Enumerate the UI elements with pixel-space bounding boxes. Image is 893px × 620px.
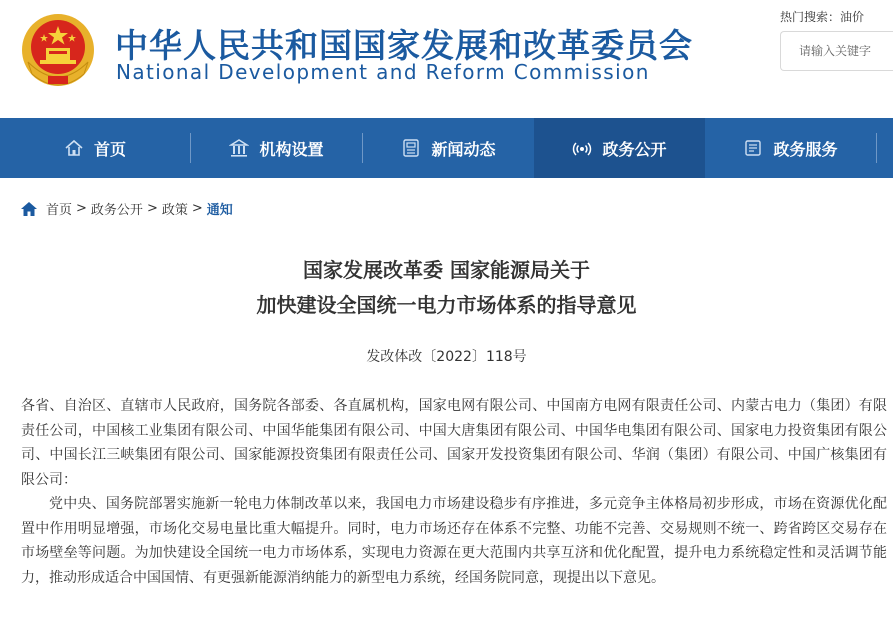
nav-item-home[interactable]: [0, 118, 190, 178]
institution-icon: [229, 138, 249, 158]
nav-item-label: 机构设置: [259, 139, 324, 159]
home-icon: [20, 201, 38, 217]
nav-divider: [876, 133, 877, 163]
national-emblem-icon: [18, 10, 98, 90]
breadcrumb-home[interactable]: 首页: [46, 203, 73, 218]
article-title-line1: 国家发展改革委 国家能源局关于: [303, 258, 590, 282]
nav-item-services[interactable]: [705, 118, 876, 178]
hot-search-term[interactable]: 油价: [840, 10, 865, 24]
article-paragraph-recipients: 各省、自治区、直辖市人民政府，国务院各部委、各直属机构，国家电网有限公司、中国南方电网有限责任公司、内蒙古电力（集团）有限责任公司，中国核工业集团有限公司、中国华能集团有限公司、中国大唐集团有限公司、中国华电集团有限公司、国家电力投资集团有限公司、中国长江三峡集团有限公司、国家能源投资集团有限责任公司、国家开发投资集团有限公司、华润（集团）有限公司、中国广核集团有限公司：: [21, 398, 887, 488]
article-title-line2: 加快建设全国统一电力市场体系的指导意见: [256, 293, 637, 317]
article-paragraph-intro: 党中央、国务院部署实施新一轮电力体制改革以来，我国电力市场建设稳步有序推进，多元竞争主体格局初步形成，市场在资源优化配置中作用明显增强，市场化交易电量比重大幅提升。同时，电力市场还存在体系不完整、功能不完善、交易规则不统一、跨省跨区交易存在市场壁垒等问题。为加快建设全国统一电力市场体系，实现电力资源在更大范围内共享互济和优化配置，提升电力系统稳定性和灵活调节能力，推动形成适合中国国情、有更强新能源消纳能力的新型电力系统，经国务院同意，现提出以下意见。: [21, 496, 887, 586]
hot-search: [780, 8, 864, 25]
search-input[interactable]: 请输入关键字: [780, 31, 893, 71]
nav-item-label: 首页: [93, 139, 126, 159]
nav-item-news[interactable]: [363, 118, 534, 178]
nav-item-label: 政务公开: [602, 139, 667, 159]
home-icon: [64, 138, 84, 158]
site-header: [0, 0, 893, 118]
service-icon: [743, 138, 763, 158]
site-title-en[interactable]: National Development and Reform Commission: [116, 60, 650, 84]
nav-item-label: 新闻动态: [431, 139, 496, 159]
broadcast-icon: [572, 138, 592, 158]
nav-item-government-affairs[interactable]: [534, 118, 705, 178]
breadcrumb-policy[interactable]: 政策: [161, 203, 188, 218]
nav-item-institution[interactable]: [191, 118, 362, 178]
hot-search-label: 热门搜索：: [780, 10, 841, 24]
site-title-cn[interactable]: 中华人民共和国国家发展和改革委员会: [115, 26, 693, 65]
breadcrumb-government-affairs[interactable]: 政务公开: [90, 203, 143, 218]
breadcrumb-separator: >: [76, 201, 87, 216]
news-icon: [401, 138, 421, 158]
breadcrumb-separator: >: [146, 201, 158, 216]
document-number: 发改体改〔2022〕118号: [366, 349, 527, 365]
nav-item-label: 政务服务: [773, 139, 838, 159]
breadcrumb-notice[interactable]: 通知: [206, 203, 233, 218]
breadcrumb-separator: >: [191, 201, 203, 216]
main-nav: [0, 118, 893, 178]
breadcrumb: [20, 199, 233, 218]
